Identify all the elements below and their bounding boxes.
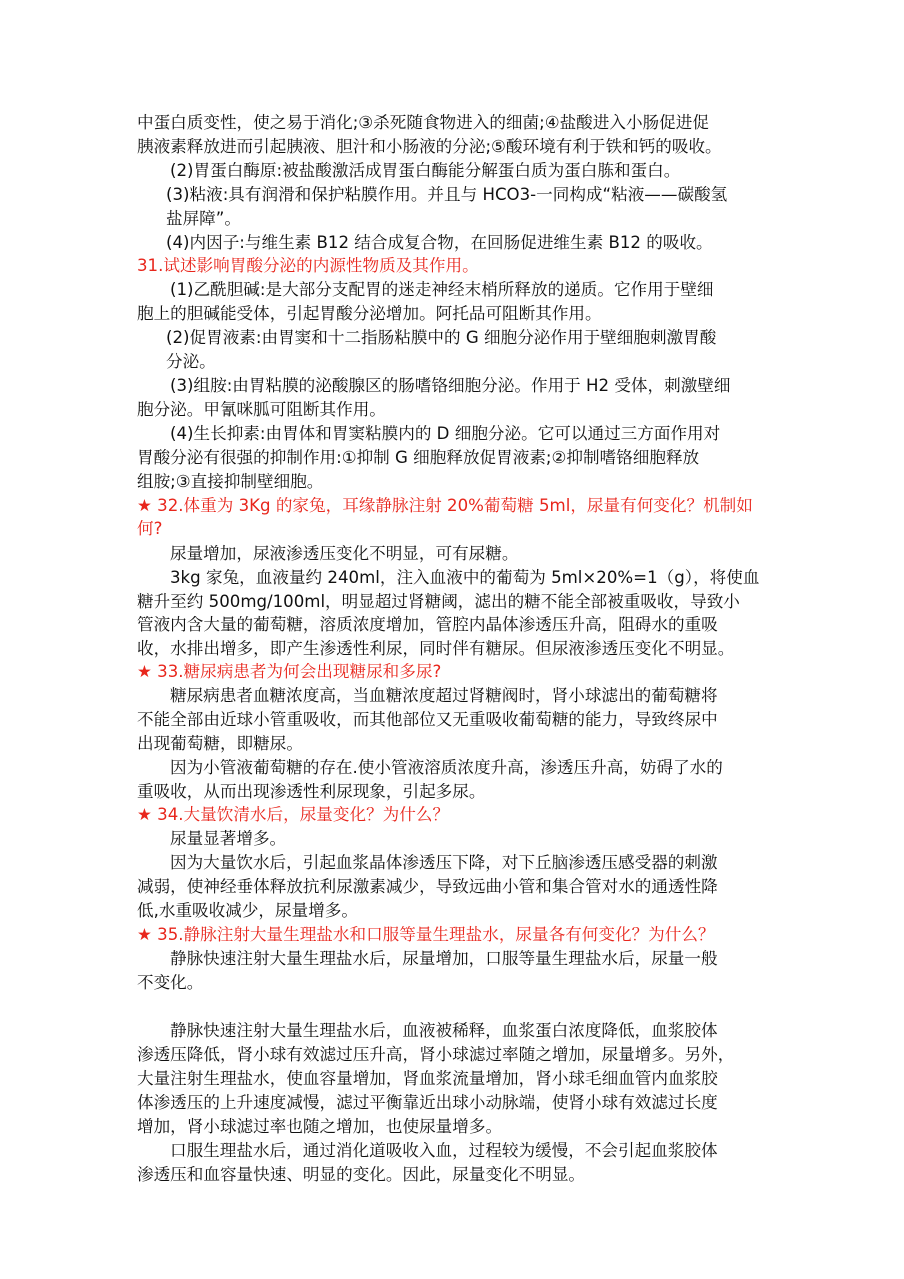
question-heading: ★ 33.糖尿病患者为何会出现糖尿和多尿? <box>137 662 442 681</box>
text-line: 组胺;③直接抑制壁细胞。 <box>137 472 324 491</box>
text-line: 胃酸分泌有很强的抑制作用:①抑制 G 细胞释放促胃液素;②抑制嗜铬细胞释放 <box>137 448 700 467</box>
text-line: (3)组胺:由胃粘膜的泌酸腺区的肠嗜铬细胞分泌。作用于 H2 受体，刺激壁细 <box>170 376 731 395</box>
text-line: 口服生理盐水后，通过消化道吸收入血，过程较为缓慢，不会引起血浆胶体 <box>170 1141 718 1160</box>
text-line: 大量注射生理盐水，使血容量增加，肾血浆流量增加，肾小球毛细血管内血浆胶 <box>137 1069 718 1088</box>
text-line: 胞分泌。甲氰咪胍可阻断其作用。 <box>137 400 386 419</box>
text-line: 重吸收，从而出现渗透性利尿现象，引起多尿。 <box>137 782 486 801</box>
question-heading: ★ 32.体重为 3Kg 的家兔，耳缘静脉注射 20%葡萄糖 5ml，尿量有何变化？机制如 <box>137 496 753 515</box>
text-line: 不变化。 <box>137 973 204 992</box>
text-line: 体渗透压的上升速度减慢，滤过平衡靠近出球小动脉端，使肾小球有效滤过长度 <box>137 1093 718 1112</box>
text-line: 出现葡萄糖，即糖尿。 <box>137 734 303 753</box>
text-line: (4)内因子:与维生素 B12 结合成复合物，在回肠促进维生素 B12 的吸收。 <box>166 233 713 252</box>
question-heading: ★ 35.静脉注射大量生理盐水和口服等量生理盐水，尿量各有何变化？为什么？ <box>137 925 715 944</box>
text-line: 胰液素释放进而引起胰液、胆汁和小肠液的分泌;⑤酸环境有利于铁和钙的吸收。 <box>137 137 722 156</box>
question-heading: 31.试述影响胃酸分泌的内源性物质及其作用。 <box>137 256 479 275</box>
question-heading: 何? <box>137 519 163 538</box>
text-line: 糖升至约 500mg/100ml，明显超过肾糖阈，滤出的糖不能全部被重吸收，导致小 <box>137 592 740 611</box>
text-line: 渗透压和血容量快速、明显的变化。因此，尿量变化不明显。 <box>137 1165 586 1184</box>
text-line: 收，水排出增多，即产生渗透性利尿，同时伴有糖尿。但尿液渗透压变化不明显。 <box>137 639 735 658</box>
text-line: 静脉快速注射大量生理盐水后，血液被稀释，血浆蛋白浓度降低，血浆胶体 <box>170 1021 718 1040</box>
text-line: 中蛋白质变性，使之易于消化;③杀死随食物进入的细菌;④盐酸进入小肠促进促 <box>137 113 709 132</box>
text-line: 因为小管液葡萄糖的存在.使小管液溶质浓度升高，渗透压升高，妨碍了水的 <box>170 758 723 777</box>
text-line: 减弱，使神经垂体释放抗利尿激素减少，导致远曲小管和集合管对水的通透性降 <box>137 877 718 896</box>
text-line: 3kg 家兔，血液量约 240ml，注入血液中的葡萄为 5ml×20%=1（g），将使血 <box>170 568 760 587</box>
text-line: 不能全部由近球小管重吸收，而其他部位又无重吸收葡萄糖的能力，导致终尿中 <box>137 710 718 729</box>
text-line: 尿量增加，尿液渗透压变化不明显，可有尿糖。 <box>170 544 519 563</box>
text-line: 盐屏障”。 <box>166 209 241 228</box>
text-line: 尿量显著增多。 <box>170 829 287 848</box>
text-line: 低,水重吸收减少，尿量增多。 <box>137 901 358 920</box>
question-heading: ★ 34.大量饮清水后，尿量变化？为什么？ <box>137 805 450 824</box>
text-line: 管液内含大量的葡萄糖，溶质浓度增加，管腔内晶体渗透压升高，阻碍水的重吸 <box>137 615 718 634</box>
text-line: (3)粘液:具有润滑和保护粘膜作用。并且与 HCO3-一同构成“粘液——碳酸氢 <box>166 185 728 204</box>
text-line: 静脉快速注射大量生理盐水后，尿量增加，口服等量生理盐水后，尿量一般 <box>170 949 718 968</box>
text-line: 增加，肾小球滤过率也随之增加，也使尿量增多。 <box>137 1117 503 1136</box>
text-line: 因为大量饮水后，引起血浆晶体渗透压下降，对下丘脑渗透压感受器的刺激 <box>170 853 718 872</box>
text-line: (4)生长抑素:由胃体和胃窦粘膜内的 D 细胞分泌。它可以通过三方面作用对 <box>170 424 721 443</box>
text-line: (1)乙酰胆碱:是大部分支配胃的迷走神经末梢所释放的递质。它作用于壁细 <box>170 280 714 299</box>
text-line: 渗透压降低，肾小球有效滤过压升高，肾小球滤过率随之增加，尿量增多。另外， <box>137 1045 735 1064</box>
text-line: (2)促胃液素:由胃窦和十二指肠粘膜中的 G 细胞分泌作用于壁细胞刺激胃酸 <box>166 328 717 347</box>
text-line: 糖尿病患者血糖浓度高，当血糖浓度超过肾糖阀时，肾小球滤出的葡萄糖将 <box>170 686 718 705</box>
text-line: 胞上的胆碱能受体，引起胃酸分泌增加。阿托品可阻断其作用。 <box>137 304 602 323</box>
text-line: (2)胃蛋白酶原:被盐酸激活成胃蛋白酶能分解蛋白质为蛋白胨和蛋白。 <box>170 161 681 180</box>
text-line: 分泌。 <box>166 352 216 371</box>
